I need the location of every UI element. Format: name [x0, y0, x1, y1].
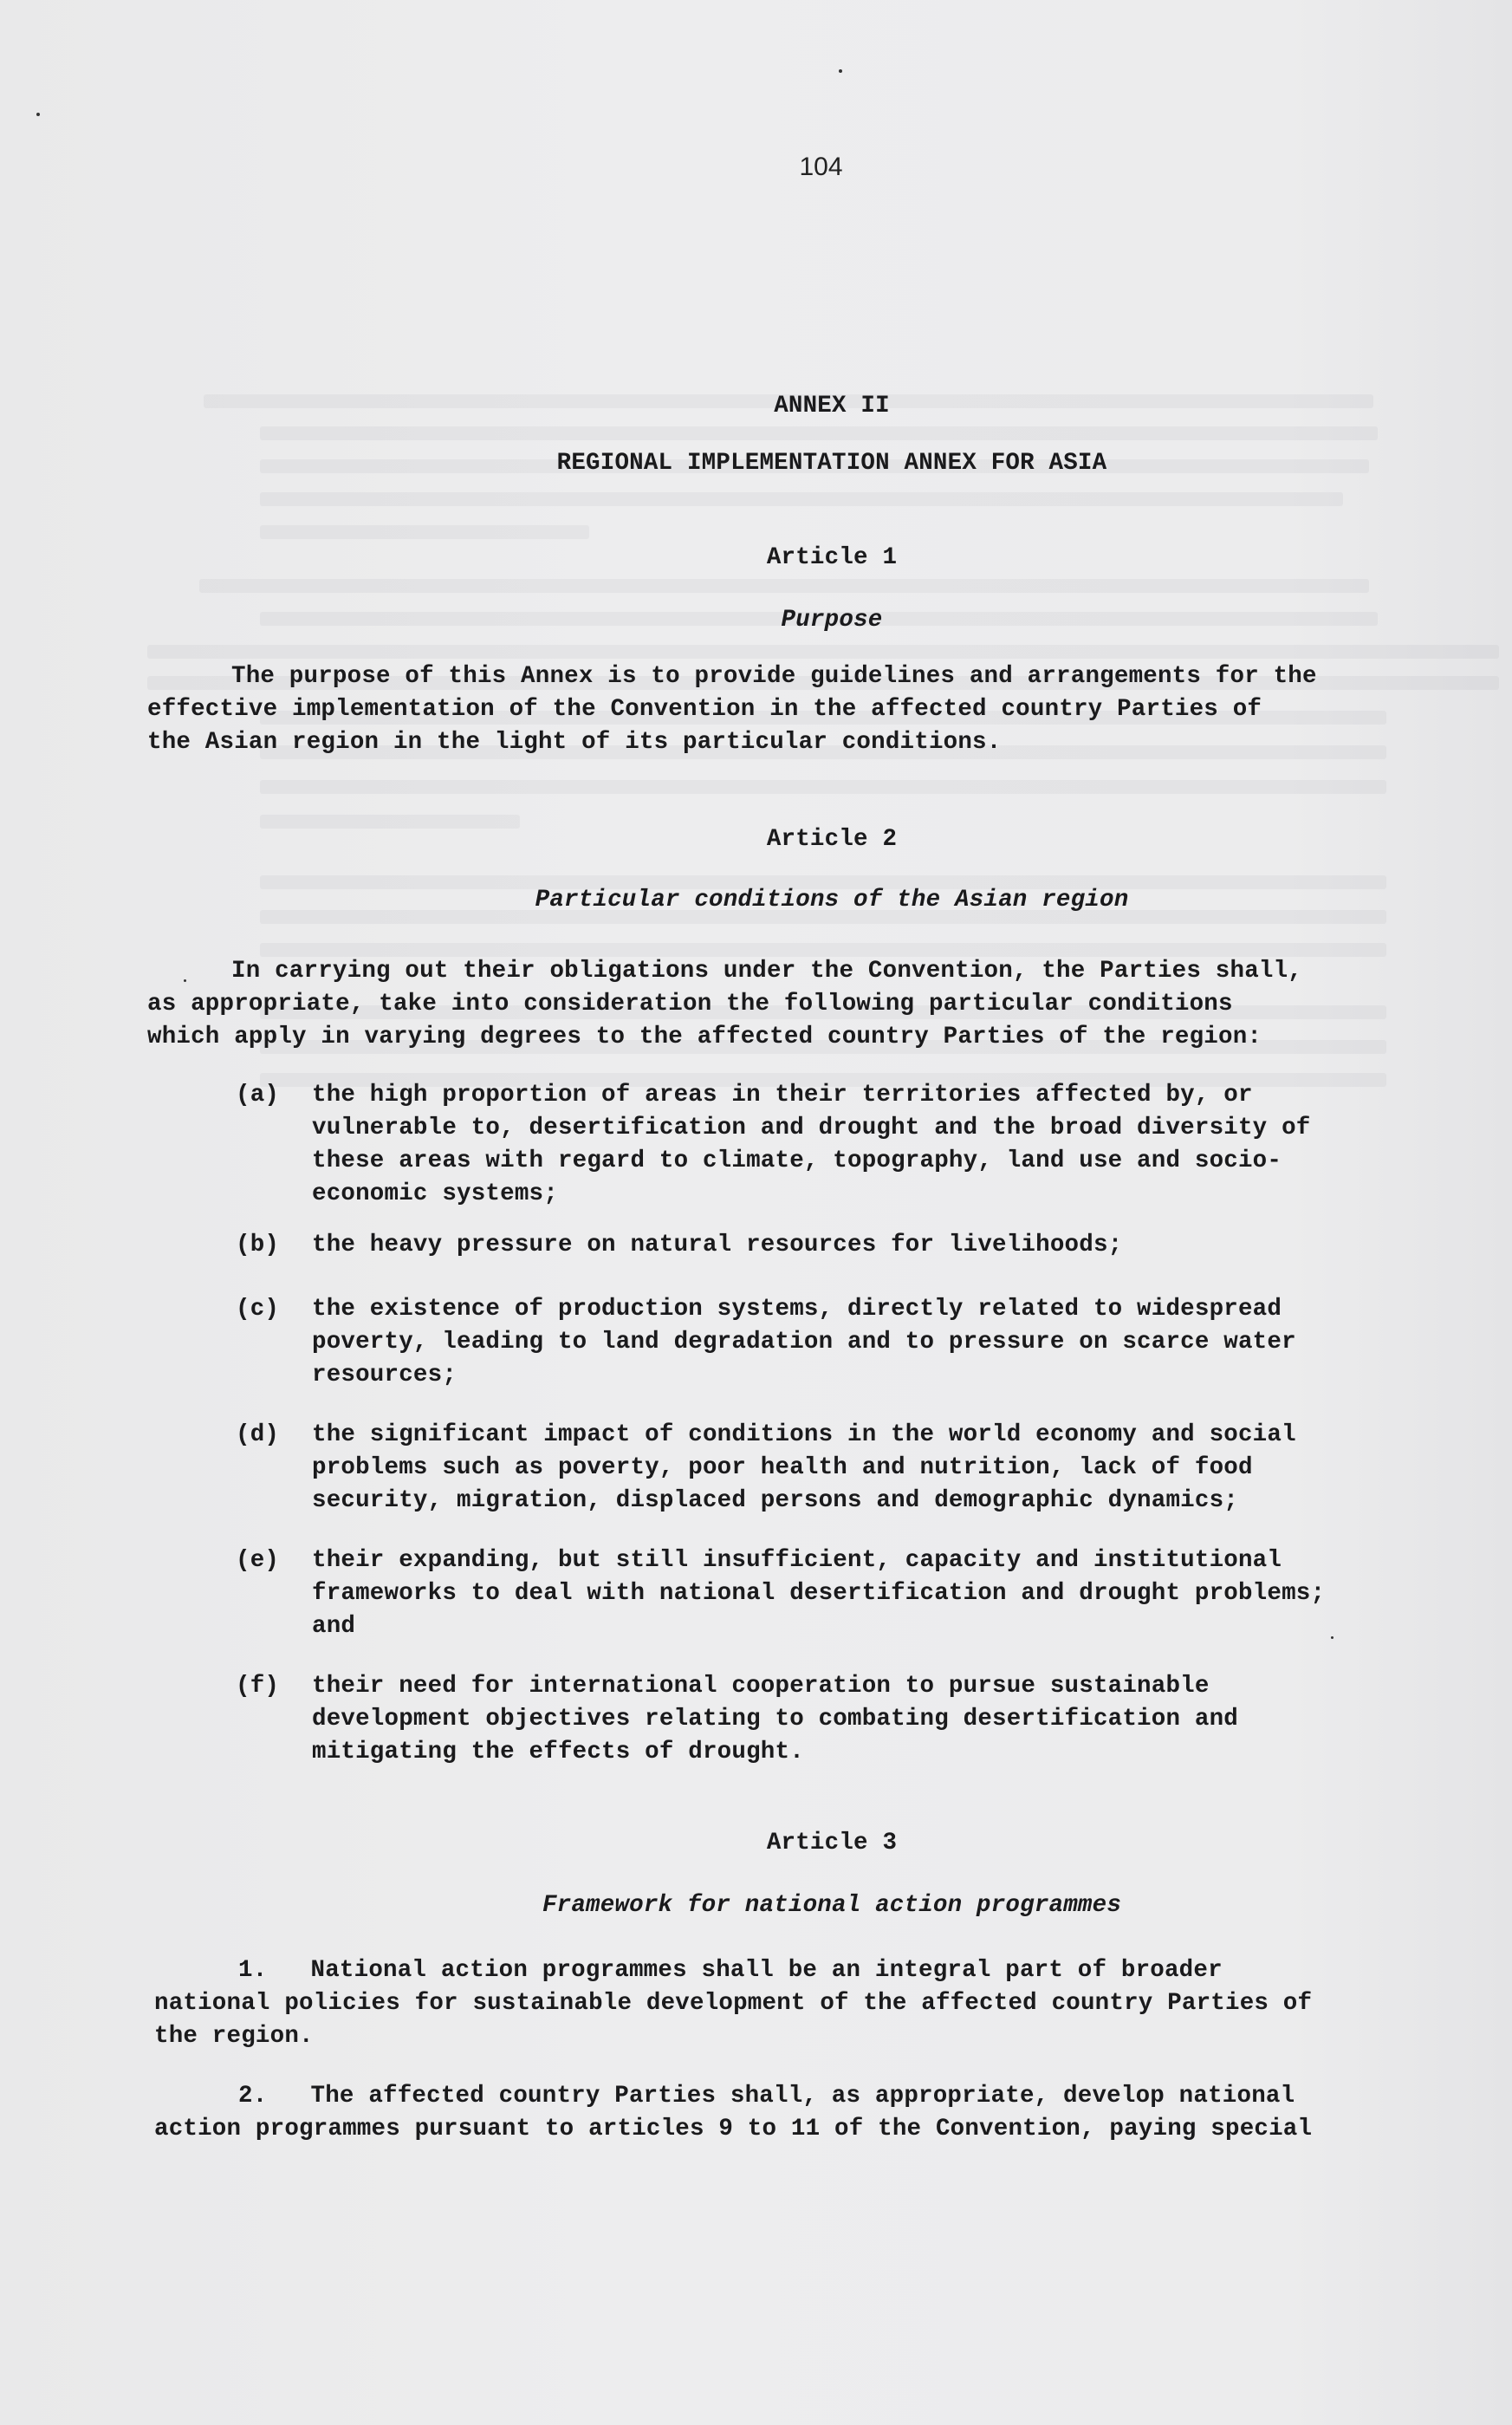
paragraph-line: effective implementation of the Convention in the affected country Parties of: [147, 696, 1262, 723]
list-item-line: frameworks to deal with national desertification and drought problems;: [312, 1580, 1326, 1607]
scan-speck: [1331, 1636, 1334, 1639]
list-item-line: economic systems;: [312, 1180, 558, 1207]
paragraph-line: 2. The affected country Parties shall, as appropriate, develop national: [238, 2083, 1295, 2110]
article-1-title: Purpose: [781, 607, 883, 634]
annex-subtitle: REGIONAL IMPLEMENTATION ANNEX FOR ASIA: [556, 450, 1107, 477]
list-item-line: vulnerable to, desertification and drought and the broad diversity of: [312, 1115, 1311, 1141]
list-item-line: the significant impact of conditions in the world economy and social: [312, 1421, 1296, 1448]
paragraph-line: as appropriate, take into consideration the following particular conditions: [147, 991, 1233, 1017]
article-3-paragraph-2: [154, 2080, 1471, 2146]
page-number: 104: [799, 153, 843, 181]
paragraph-line: the Asian region in the light of its particular conditions.: [147, 729, 1002, 756]
paragraph-line: national policies for sustainable development of the affected country Parties of: [154, 1990, 1313, 2017]
list-item-line: poverty, leading to land degradation and to pressure on scarce water: [312, 1329, 1296, 1356]
paragraph-line: The purpose of this Annex is to provide guidelines and arrangements for the: [231, 663, 1317, 690]
list-item-line: the high proportion of areas in their territories affected by, or: [312, 1082, 1253, 1108]
article-3-paragraph-1: [154, 1954, 1471, 2053]
list-marker: (a): [236, 1082, 280, 1108]
list-item-line: these areas with regard to climate, topography, land use and socio-: [312, 1147, 1282, 1174]
list-item-line: the heavy pressure on natural resources for livelihoods;: [312, 1232, 1123, 1258]
scan-speck: [184, 979, 186, 982]
list-marker: (d): [236, 1421, 280, 1448]
scan-speck: [36, 113, 40, 116]
list-item-line: the existence of production systems, directly related to widespread: [312, 1296, 1282, 1323]
list-item-line: their expanding, but still insufficient, capacity and institutional: [312, 1547, 1282, 1574]
paragraph-line: In carrying out their obligations under the Convention, the Parties shall,: [231, 958, 1302, 985]
article-2-title: Particular conditions of the Asian region: [535, 887, 1129, 913]
list-item-line: problems such as poverty, poor health and nutrition, lack of food: [312, 1454, 1253, 1481]
article-3-title: Framework for national action programmes: [542, 1892, 1122, 1919]
list-marker: (f): [236, 1673, 280, 1700]
list-marker: (c): [236, 1296, 280, 1323]
paragraph-line: which apply in varying degrees to the affected country Parties of the region:: [147, 1024, 1262, 1050]
paragraph-line: action programmes pursuant to articles 9 to 11 of the Convention, paying special: [154, 2116, 1313, 2142]
paragraph-line: 1. National action programmes shall be an integral part of broader: [238, 1957, 1223, 1984]
list-item-line: their need for international cooperation to pursue sustainable: [312, 1673, 1210, 1700]
list-marker: (e): [236, 1547, 280, 1574]
paragraph-line: the region.: [154, 2023, 314, 2050]
article-2-intro: [147, 955, 1464, 1054]
list-item-line: security, migration, displaced persons and demographic dynamics;: [312, 1487, 1238, 1514]
article-2-heading: Article 2: [766, 826, 898, 853]
annex-title: ANNEX II: [774, 393, 890, 419]
list-item-line: development objectives relating to combating desertification and: [312, 1706, 1238, 1733]
list-item-line: resources;: [312, 1362, 457, 1388]
list-item-line: and: [312, 1613, 356, 1640]
list-item-line: mitigating the effects of drought.: [312, 1739, 804, 1765]
article-3-heading: Article 3: [766, 1830, 898, 1856]
list-marker: (b): [236, 1232, 280, 1258]
article-1-heading: Article 1: [766, 544, 898, 571]
article-1-paragraph: [147, 660, 1464, 759]
scan-speck: [839, 69, 842, 73]
